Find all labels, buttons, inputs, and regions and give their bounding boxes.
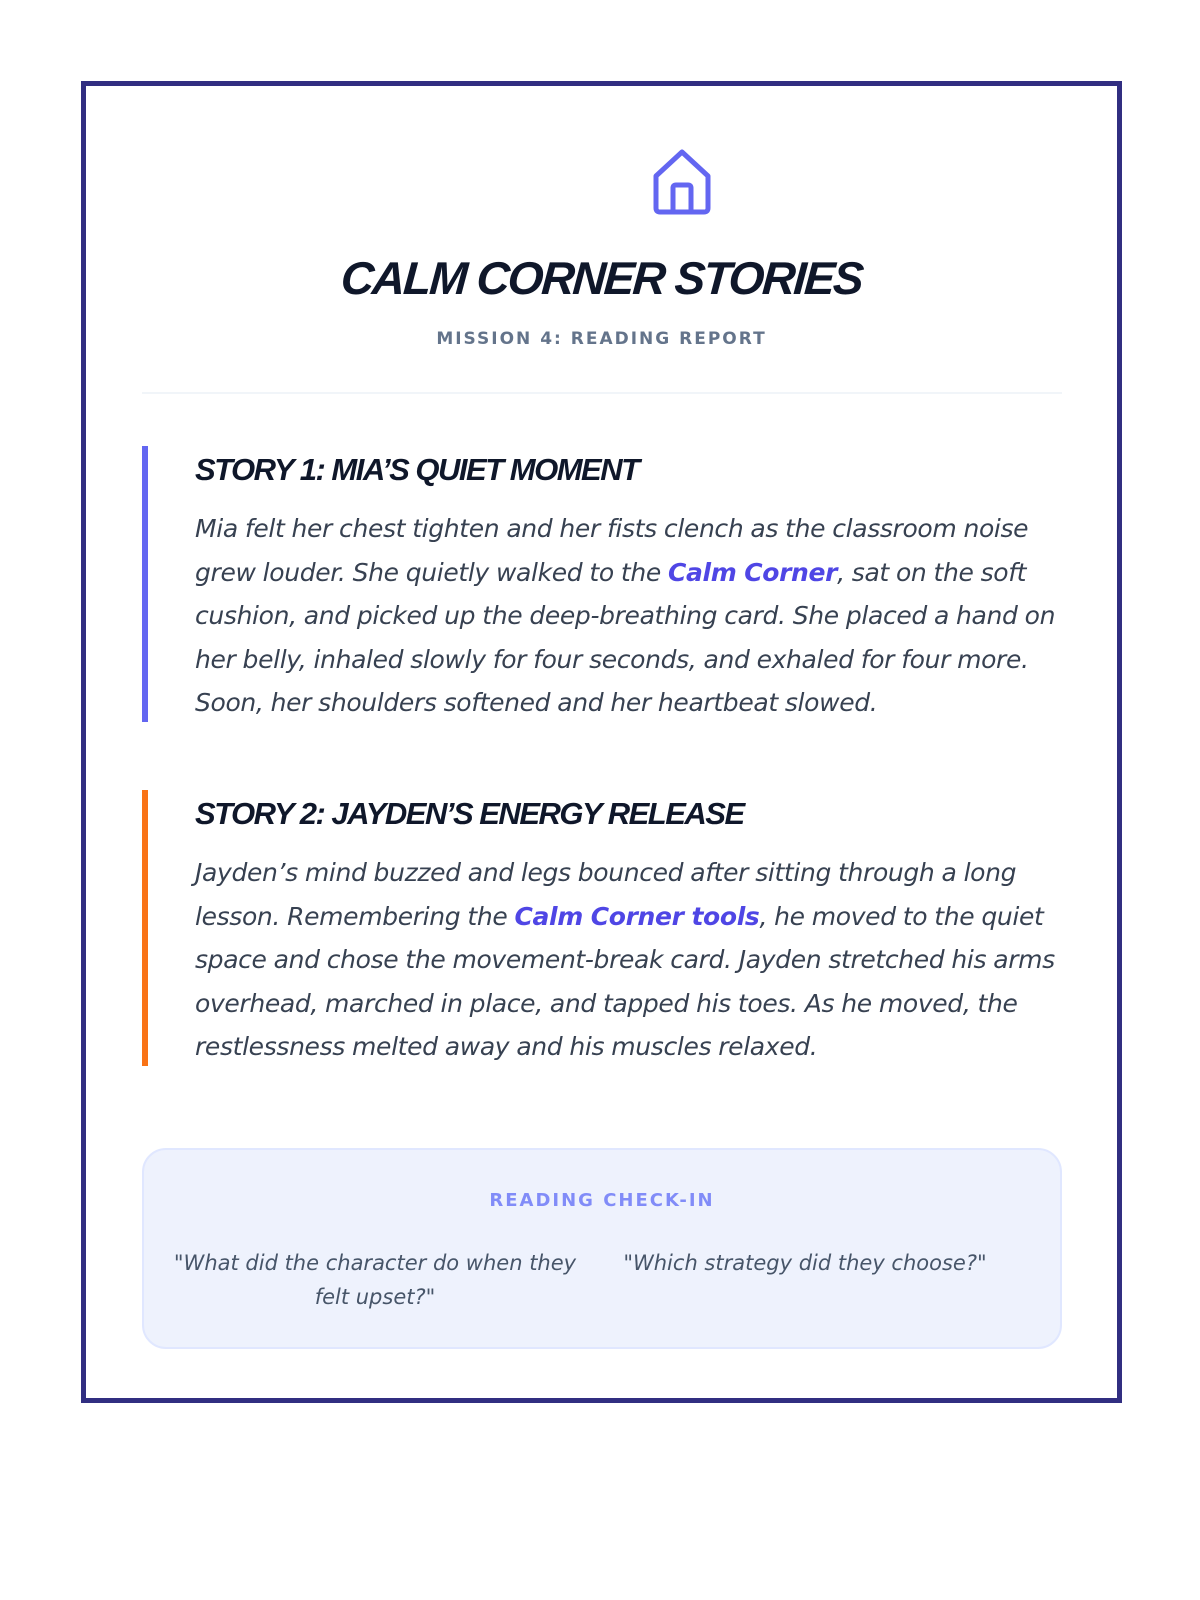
story-text: Mia felt her chest tighten and her fists clench as the classroom noise grew louder. She quietly walked to the <box>195 514 1029 587</box>
story-title: STORY 1: MIA’S QUIET MOMENT <box>195 452 639 487</box>
page-subtitle: MISSION 4: READING REPORT <box>436 329 767 349</box>
check-in-title: READING CHECK-IN <box>489 1190 715 1211</box>
reading-check-in-box <box>142 1148 1062 1349</box>
story-block-1 <box>142 446 1062 722</box>
story-text: , sat on the soft cushion, and picked up the deep-breathing card. She placed a hand on her belly, inhaled slowly for four seconds, and exhaled for four more. Soon, her shoulders softened and her heartbeat slowed. <box>195 557 1056 717</box>
story-body <box>195 507 1062 725</box>
story-highlight: Calm Corner <box>667 557 838 587</box>
story-body <box>195 851 1062 1069</box>
story-highlight: Calm Corner tools <box>514 901 760 931</box>
check-in-question-2: "Which strategy did they choose?" <box>623 1251 987 1275</box>
story-text: , he moved to the quiet space and chose the movement-break card. Jayden stretched his arms overhead, marched in place, and tapped his toes. As he moved, the restlessness melted away and his muscles relaxed. <box>195 901 1055 1061</box>
page-title: CALM CORNER STORIES <box>339 252 864 304</box>
check-in-question-1: "What did the character do when they felt upset?" <box>173 1251 577 1309</box>
home-icon <box>646 146 718 218</box>
story-title: STORY 2: JAYDEN’S ENERGY RELEASE <box>195 796 744 831</box>
story-block-2 <box>142 790 1062 1066</box>
report-card <box>81 81 1122 1403</box>
story-text: Jayden’s mind buzzed and legs bounced after sitting through a long lesson. Remembering the <box>195 858 1017 931</box>
header-divider <box>142 392 1062 394</box>
